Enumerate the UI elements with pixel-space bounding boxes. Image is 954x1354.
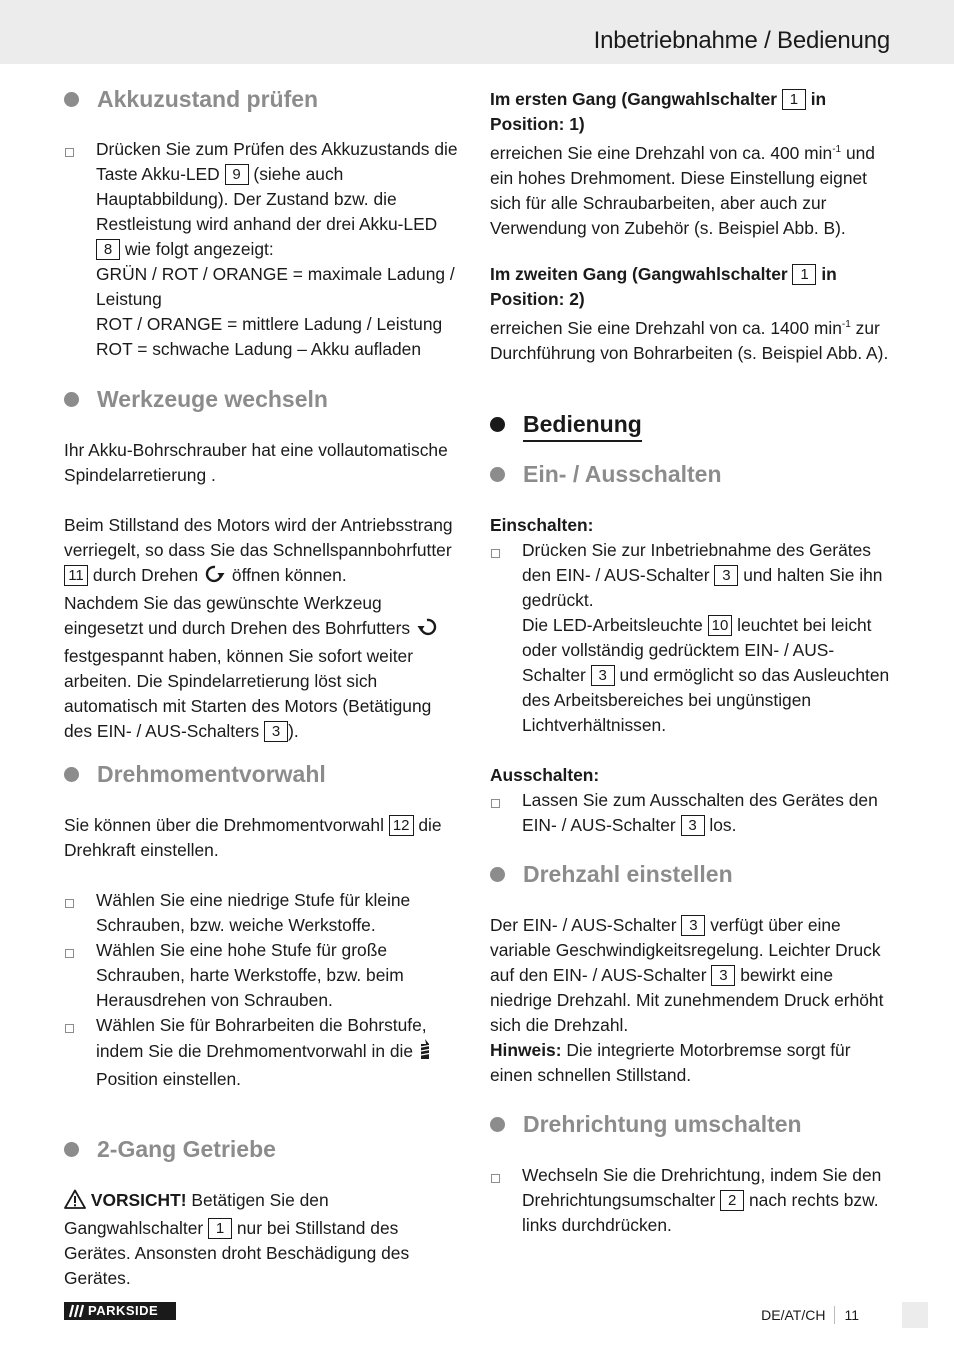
list-item: Wählen Sie eine hohe Stufe für große Schrauben, harte Werkstoffe, bzw. beim Herausdrehen von Schrauben. bbox=[64, 938, 464, 1013]
bullet-square-icon bbox=[491, 799, 500, 808]
paragraph: Ihr Akku-Bohrschrauber hat eine vollautomatische Spindelarretierung . bbox=[64, 440, 448, 485]
paragraph: Sie können über die Drehmomentvorwahl 12 die Drehkraft einstellen. bbox=[64, 815, 442, 860]
bullet-dot bbox=[64, 767, 79, 782]
bullet-dot bbox=[64, 1142, 79, 1157]
drehzahl-section-body bbox=[490, 913, 890, 1088]
list-item: Wechseln Sie die Drehrichtung, indem Sie den Drehrichtungsumschalter 2 nach rechts bzw. links durchdrücken. bbox=[490, 1163, 890, 1238]
gang1-section bbox=[490, 87, 890, 241]
page-title: Inbetriebnahme / Bedienung bbox=[593, 27, 890, 54]
ref-number: 8 bbox=[96, 239, 120, 260]
ref-number: 3 bbox=[264, 721, 288, 742]
ref-number: 9 bbox=[225, 164, 249, 185]
list-item: Lassen Sie zum Ausschalten des Gerätes den EIN- / AUS-Schalter 3 los. bbox=[490, 788, 890, 838]
ref-number: 11 bbox=[64, 565, 88, 586]
bullet-dot bbox=[490, 1117, 505, 1132]
ref-number: 3 bbox=[681, 915, 705, 936]
ref-number: 2 bbox=[720, 1190, 744, 1211]
drill-bit-icon bbox=[418, 1038, 432, 1067]
gang2-section bbox=[490, 262, 890, 366]
region-label: DE/AT/CH bbox=[761, 1307, 826, 1323]
subheading-gang1: Im ersten Gang (Gangwahlschalter 1 in Position: 1) bbox=[490, 89, 827, 134]
bullet-square-icon bbox=[65, 949, 74, 958]
werkzeug-section-body bbox=[64, 438, 464, 744]
bullet-dot bbox=[490, 867, 505, 882]
page-footer-info bbox=[761, 1306, 859, 1324]
ref-number: 1 bbox=[208, 1218, 232, 1239]
paragraph: Beim Stillstand des Motors wird der Antriebsstrang verriegelt, so dass Sie das Schnellspannbohrfutter 11 durch Drehen öffnen können. Nachdem Sie das gewünschte Werkzeug eingesetzt und durch Drehen des Bohrfutters festgespannt haben, können Sie sofort weiter arbeiten. Die Spindelarretierung löst sich automatisch mit Starten des Motors (Betätigung des EIN- / AUS-Schalters 3 ). bbox=[64, 515, 453, 741]
paragraph: erreichen Sie eine Drehzahl von ca. 1400 $\min^{-1}$ zur Durchführung von Bohrarbeiten (s. Beispiel Abb. A). bbox=[490, 318, 889, 363]
richtung-section-body bbox=[490, 1163, 890, 1238]
subheading-ausschalten: Ausschalten: bbox=[490, 765, 600, 785]
rotate-counterclockwise-icon bbox=[415, 617, 439, 644]
list-item: Drücken Sie zum Prüfen des Akkuzustands die Taste Akku-LED 9 (siehe auch Hauptabbildung). Der Zustand bzw. die Restleistung wird anhand der drei Akku-LED 8 wie folgt angezeigt: GRÜN / ROT / ORANGE = maximale Ladung / Leistung ROT / ORANGE = mittlere Ladung / Leistung ROT = schwache Ladung – Akku aufladen bbox=[64, 137, 464, 362]
warning-paragraph: VORSICHT! Betätigen Sie den Gangwahlschalter 1 nur bei Stillstand des Gerätes. Ansonsten droht Beschädigung des Gerätes. bbox=[64, 1190, 410, 1288]
paragraph: erreichen Sie eine Drehzahl von ca. 400 $\min^{-1}$ und ein hohes Drehmoment. Diese Einstellung eignet sich für alle Schraubarbeiten, aber auch zur Verwendung von Zubehör (s. Beispiel Abb. B). bbox=[490, 143, 875, 238]
bullet-square-icon bbox=[65, 899, 74, 908]
bullet-square-icon bbox=[65, 1024, 74, 1033]
rotate-clockwise-icon bbox=[203, 564, 227, 591]
bullet-square-icon bbox=[65, 148, 74, 157]
subheading-gang2: Im zweiten Gang (Gangwahlschalter 1 in Position: 2) bbox=[490, 264, 837, 309]
bullet-dot bbox=[64, 92, 79, 107]
ref-number: 3 bbox=[591, 665, 615, 686]
bullet-square-icon bbox=[491, 1174, 500, 1183]
ref-number: 3 bbox=[714, 565, 738, 586]
parkside-logo: PARKSIDE bbox=[64, 1302, 176, 1320]
list-item: Drücken Sie zur Inbetriebnahme des Gerätes den EIN- / AUS-Schalter 3 und halten Sie ihn gedrückt. Die LED-Arbeitsleuchte 10 leuchtet bei leicht oder vollständig gedrücktem EIN- / AUS-Schalter 3 und ermöglicht so das Ausleuchten des Arbeitsbereiches bei ungünstigen Lichtverhältnissen. bbox=[490, 538, 890, 738]
einaus-section-body bbox=[490, 513, 890, 838]
bullet-dot bbox=[64, 392, 79, 407]
page-number: 11 bbox=[844, 1307, 859, 1323]
bullet-dot bbox=[490, 417, 505, 432]
bullet-dot bbox=[490, 467, 505, 482]
logo-stripes-icon bbox=[66, 1302, 86, 1325]
akku-section-body bbox=[64, 137, 464, 362]
page-header bbox=[0, 0, 954, 64]
gang-section-body bbox=[64, 1188, 464, 1291]
list-item: Wählen Sie eine niedrige Stufe für kleine Schrauben, bzw. weiche Werkstoffe. bbox=[64, 888, 464, 938]
ref-number: 10 bbox=[708, 615, 733, 636]
list-item: Wählen Sie für Bohrarbeiten die Bohrstufe, indem Sie die Drehmomentvorwahl in die Position einstellen. bbox=[64, 1013, 464, 1092]
paragraph: Der EIN- / AUS-Schalter 3 verfügt über eine variable Geschwindigkeitsregelung. Leichter Druck auf den EIN- / AUS-Schalter 3 bewirkt eine niedrige Drehzahl. Mit zunehmendem Druck erhöht sich die Drehzahl. Hinweis: Die integrierte Motorbremse sorgt für einen schnellen Stillstand. bbox=[490, 915, 884, 1085]
ref-number: 3 bbox=[711, 965, 735, 986]
drehmoment-section-body bbox=[64, 813, 464, 1092]
warning-triangle-icon bbox=[64, 1189, 86, 1216]
ref-number: 1 bbox=[782, 89, 806, 110]
divider bbox=[834, 1306, 835, 1324]
footer-tab-box bbox=[902, 1302, 928, 1328]
ref-number: 12 bbox=[389, 815, 414, 836]
bullet-square-icon bbox=[491, 549, 500, 558]
subheading-einschalten: Einschalten: bbox=[490, 515, 594, 535]
ref-number: 3 bbox=[681, 815, 705, 836]
ref-number: 1 bbox=[792, 264, 816, 285]
